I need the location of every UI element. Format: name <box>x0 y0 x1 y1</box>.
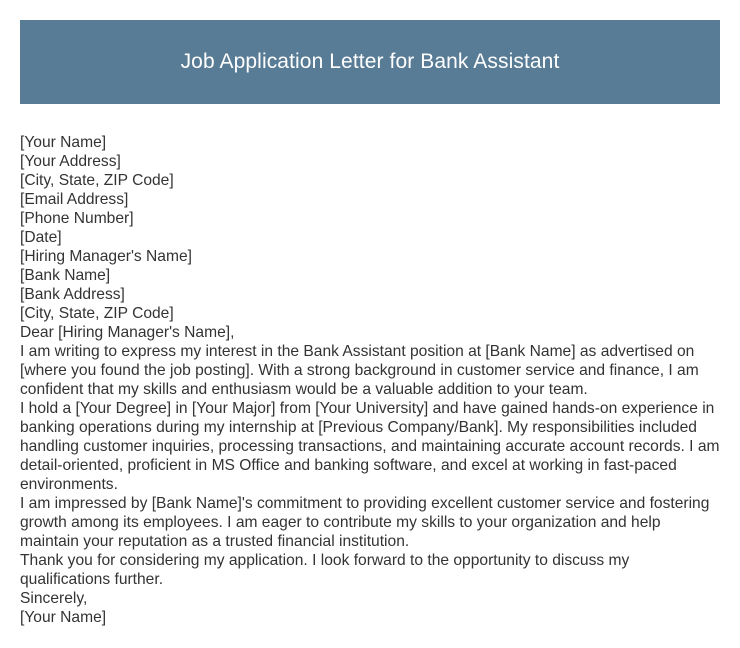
paragraph-thanks: Thank you for considering my application. I look forward to the opportunity to discuss my qualifications further. <box>20 552 630 588</box>
recipient-bank-name: [Bank Name] <box>20 267 111 284</box>
recipient-city-state-zip: [City, State, ZIP Code] <box>20 305 174 322</box>
paragraph-motivation: I am impressed by [Bank Name]'s commitment to providing excellent customer service and fostering growth among its employees. I am eager to contribute my skills to your organization and help maintain your reputation as a trusted financial institution. <box>20 495 710 550</box>
sender-name: [Your Name] <box>20 134 107 151</box>
paragraph-intro: I am writing to express my interest in the Bank Assistant position at [Bank Name] as advertised on [where you found the job posting]. With a strong background in customer service and finance, I am confident that my skills and enthusiasm would be a valuable addition to your team. <box>20 343 699 398</box>
closing: Sincerely, <box>20 590 88 607</box>
sender-phone: [Phone Number] <box>20 210 134 227</box>
page-title: Job Application Letter for Bank Assistant <box>180 50 560 73</box>
sender-address: [Your Address] <box>20 153 121 170</box>
salutation: Dear [Hiring Manager's Name], <box>20 324 235 341</box>
signature: [Your Name] <box>20 609 107 626</box>
letter-date: [Date] <box>20 229 62 246</box>
letter-body <box>20 133 722 627</box>
sender-city-state-zip: [City, State, ZIP Code] <box>20 172 174 189</box>
recipient-name: [Hiring Manager's Name] <box>20 248 192 265</box>
recipient-bank-address: [Bank Address] <box>20 286 125 303</box>
sender-email: [Email Address] <box>20 191 129 208</box>
header-banner <box>20 20 720 104</box>
paragraph-experience: I hold a [Your Degree] in [Your Major] from [Your University] and have gained hands-on experience in banking operations during my internship at [Previous Company/Bank]. My responsibilities included handling customer inquiries, processing transactions, and maintaining accurate account records. I am detail-oriented, proficient in MS Office and banking software, and excel at working in fast-paced environments. <box>20 400 720 493</box>
